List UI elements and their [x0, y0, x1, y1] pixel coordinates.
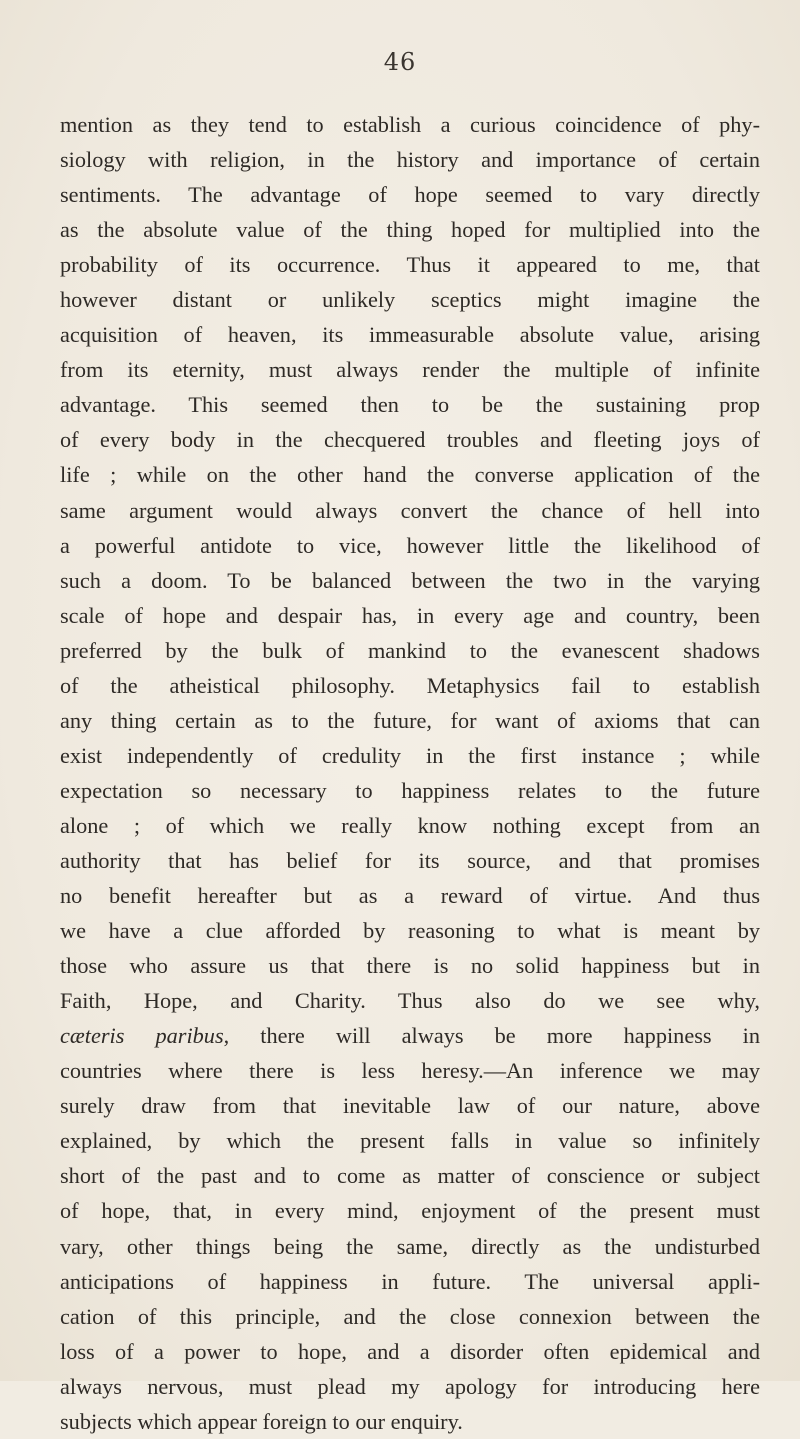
text-line: any thing certain as to the future, for want of axioms that can [60, 707, 760, 733]
text-line: authority that has belief for its source, and that promises [60, 847, 760, 873]
text-line: alone ; of which we really know nothing except from an [60, 812, 760, 838]
text-line: scale of hope and despair has, in every age and country, been [60, 602, 760, 628]
page-number: 46 [383, 48, 417, 76]
text-line: expectation so necessary to happiness relates to the future [60, 777, 760, 803]
text-line: vary, other things being the same, directly as the undisturbed [60, 1233, 760, 1259]
text-line: of the atheistical philosophy. Metaphysics fail to establish [60, 672, 760, 698]
text-line: cæteris paribus, there will always be more happiness in [60, 1023, 760, 1049]
text-line: countries where there is less heresy.—An inference we may [60, 1058, 760, 1084]
text-line-last: subjects which appear foreign to our enquiry. [60, 1408, 463, 1434]
text-line: as the absolute value of the thing hoped for multiplied into the [60, 217, 760, 243]
text-line: short of the past and to come as matter of conscience or subject [60, 1163, 760, 1189]
text-line: we have a clue afforded by reasoning to what is meant by [60, 918, 760, 944]
text-line: same argument would always convert the chance of hell into [60, 497, 760, 523]
text-line: those who assure us that there is no solid happiness but in [60, 953, 760, 979]
text-line: of hope, that, in every mind, enjoyment of the present must [60, 1198, 760, 1224]
text-line: surely draw from that inevitable law of our nature, above [60, 1093, 760, 1119]
text-line: siology with religion, in the history and importance of certain [60, 147, 760, 173]
text-line: anticipations of happiness in future. The universal appli- [60, 1268, 760, 1294]
text-line: always nervous, must plead my apology for introducing here [60, 1373, 760, 1399]
text-line: sentiments. The advantage of hope seemed to vary directly [60, 182, 760, 208]
text-line: a powerful antidote to vice, however little the likelihood of [60, 532, 760, 558]
text-line: Faith, Hope, and Charity. Thus also do we see why, [60, 988, 760, 1014]
text-line: such a doom. To be balanced between the two in the varying [60, 567, 760, 593]
text-line: exist independently of credulity in the first instance ; while [60, 742, 760, 768]
text-line: loss of a power to hope, and a disorder often epidemical and [60, 1338, 760, 1364]
text-line: no benefit hereafter but as a reward of virtue. And thus [60, 883, 760, 909]
italic-phrase: cæteris paribus [60, 1023, 224, 1049]
text-line: from its eternity, must always render the multiple of infinite [60, 357, 760, 383]
text-line: of every body in the checquered troubles and fleeting joys of [60, 427, 760, 453]
text-line: life ; while on the other hand the converse application of the [60, 462, 760, 488]
text-line: mention as they tend to establish a curious coincidence of phy- [60, 112, 760, 137]
text-line: acquisition of heaven, its immeasurable absolute value, arising [60, 322, 760, 348]
text-line: advantage. This seemed then to be the sustaining prop [60, 392, 760, 418]
text-line: explained, by which the present falls in value so infinitely [60, 1128, 760, 1154]
text-line: however distant or unlikely sceptics might imagine the [60, 287, 760, 313]
body-text [60, 107, 760, 1439]
text-line: cation of this principle, and the close connexion between the [60, 1303, 760, 1329]
text-line: probability of its occurrence. Thus it appeared to me, that [60, 252, 760, 278]
text-line: preferred by the bulk of mankind to the evanescent shadows [60, 637, 760, 663]
